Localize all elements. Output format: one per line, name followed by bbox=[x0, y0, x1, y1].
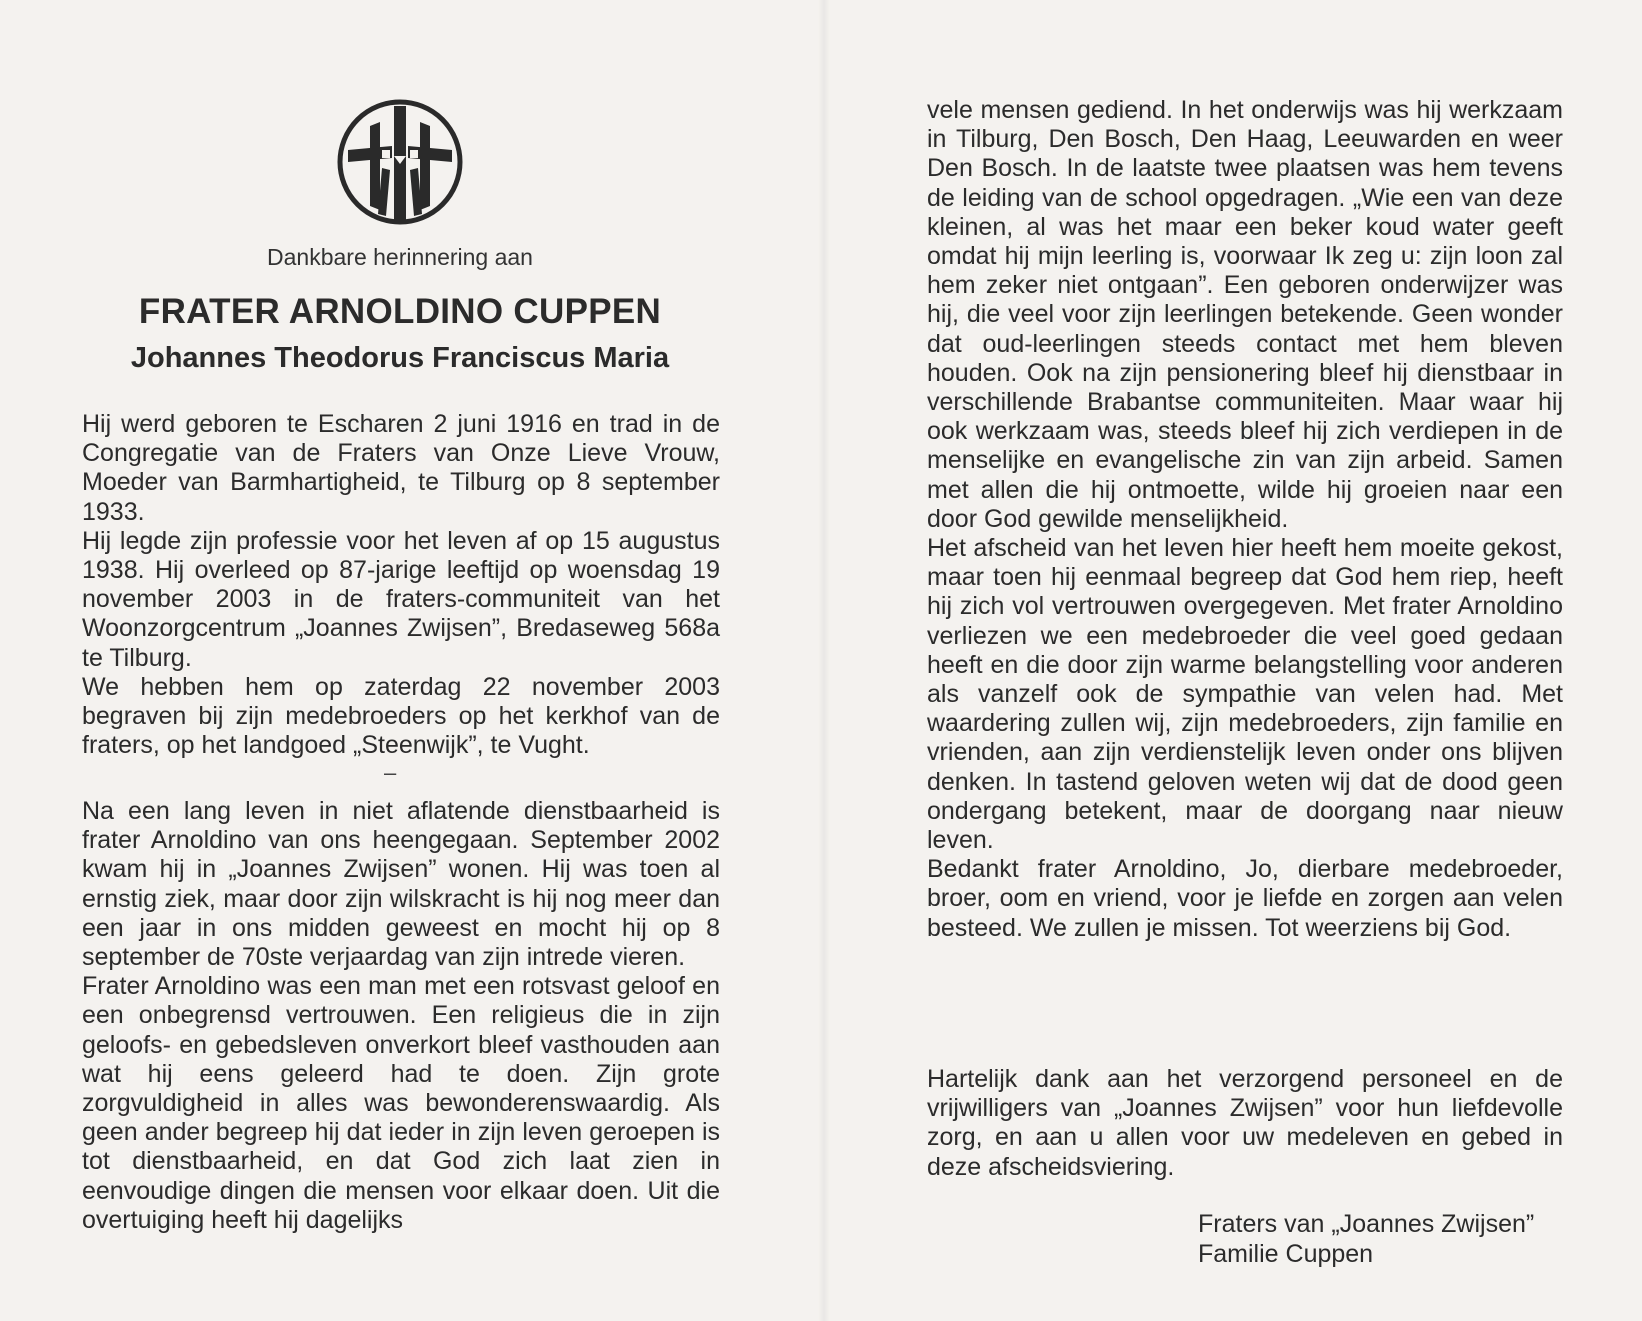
paragraph: Hartelijk dank aan het verzorgend personeel en de vrijwilligers van „Joannes Zwijsen” voor hun liefdevolle zorg, en aan u allen voor uw medeleven en gebed in deze afscheidsviering. bbox=[927, 1065, 1563, 1181]
thanks-paragraph bbox=[927, 1065, 1563, 1182]
paragraph: We hebben hem op zaterdag 22 november 2003 begraven bij zijn medebroeders op het kerkhof van de fraters, op het landgoed „Steenwijk”, te Vught. bbox=[82, 672, 720, 760]
separator-dash: – bbox=[384, 760, 397, 785]
memorial-intro: Dankbare herinnering aan bbox=[267, 244, 533, 270]
deceased-full-name: Johannes Theodorus Franciscus Maria bbox=[130, 342, 670, 374]
left-column-text bbox=[82, 410, 720, 760]
left-column-biography bbox=[82, 797, 720, 1235]
paragraph: Frater Arnoldino was een man met een rotsvast geloof en een onbegrensd vertrouwen. Een religieus die in zijn geloofs- en gebedsleven onverkort bleef vasthouden aan wat hij eens geleerd had te doen. Zijn grote zorgvuldigheid in alles was bewonderenswaardig. Als geen ander begreep hij dat ieder in zijn leven geroepen is tot dienstbaarheid, en dat God zich laat zien in eenvoudige dingen die mensen voor elkaar doen. Uit die overtuiging heeft hij dagelijks bbox=[82, 972, 720, 1234]
paragraph: Hij werd geboren te Escharen 2 juni 1916 en trad in de Congregatie van de Fraters van Onze Lieve Vrouw, Moeder van Barmhartigheid, te Tilburg op 8 september 1933. bbox=[82, 410, 720, 526]
paragraph: vele mensen gediend. In het onderwijs was hij werkzaam in Tilburg, Den Bosch, Den Haag, Leeuwarden en weer Den Bosch. In de laatste twee plaatsen was hem tevens de leiding van de school opgedragen. „Wie een van deze kleinen, al was het maar een beker koud water geeft omdat hij mijn leerling is, voorwaar Ik zeg u: zijn loon zal hem zeker niet ontgaan”. Een geboren onderwijzer was hij, die veel voor zijn leerlingen betekende. Geen wonder dat oud-leerlingen steeds contact met hem bleven houden. Ook na zijn pensionering bleef hij dienstbaar in verschillende Brabantse communiteiten. Maar waar hij ook werkzaam was, steeds bleef hij zich verdiepen in de menselijke en evangelische zin van zijn arbeid. Samen met allen die hij ontmoette, wilde hij groeien naar een door God gewilde menselijkheid. bbox=[927, 96, 1563, 533]
signer-congregation: Fraters van „Joannes Zwijsen” bbox=[1198, 1210, 1535, 1238]
paragraph: Bedankt frater Arnoldino, Jo, dierbare medebroeder, broer, oom en vriend, voor je liefde en zorgen aan velen besteed. We zullen je missen. Tot weerziens bij God. bbox=[927, 855, 1563, 942]
card-fold bbox=[818, 0, 830, 1321]
right-column-text bbox=[927, 96, 1563, 943]
paragraph: Na een lang leven in niet aflatende dienstbaarheid is frater Arnoldino van ons heengegaan. September 2002 kwam hij in „Joannes Zwijsen” wonen. Hij was toen al ernstig ziek, maar door zijn wilskracht is hij nog meer dan een jaar in ons midden geweest en mocht hij op 8 september de 70ste verjaardag van zijn intrede vieren. bbox=[82, 797, 720, 972]
signer-family: Familie Cuppen bbox=[1198, 1240, 1374, 1268]
deceased-name: FRATER ARNOLDINO CUPPEN bbox=[138, 292, 662, 331]
paragraph: Het afscheid van het leven hier heeft hem moeite gekost, maar toen hij eenmaal begreep dat God hem riep, heeft hij zich vol vertrouwen overgegeven. Met frater Arnoldino verliezen we een medebroeder die veel goed gedaan heeft en die door zijn warme belangstelling voor anderen als vanzelf ook de sympathie van velen had. Met waardering zullen wij, zijn medebroeders, zijn familie en vrienden, aan zijn verdienstelijk leven onder ons blijven denken. In tastend geloven weten wij dat de dood geen ondergang betekent, maar de doorgang naar nieuw leven. bbox=[927, 534, 1563, 855]
cross-emblem-icon bbox=[336, 98, 464, 226]
signature-block bbox=[1198, 1209, 1534, 1269]
paragraph: Hij legde zijn professie voor het leven af op 15 augustus 1938. Hij overleed op 87-jarige leeftijd op woensdag 19 november 2003 in de fraters-communiteit van het Woonzorgcentrum „Joannes Zwijsen”, Bredaseweg 568a te Tilburg. bbox=[82, 526, 720, 672]
